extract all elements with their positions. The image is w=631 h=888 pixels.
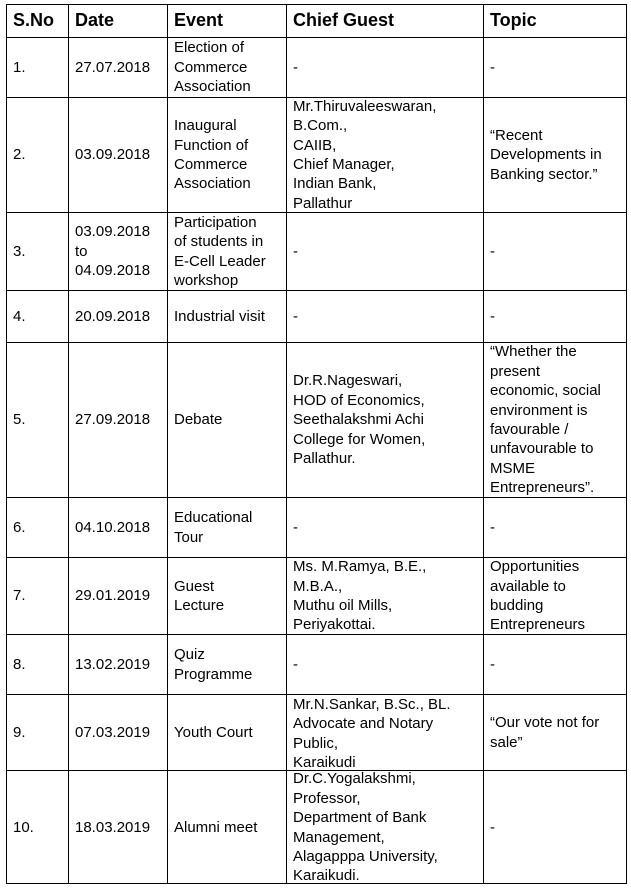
cell-event — [168, 498, 286, 557]
cell-sno-text: 4. — [13, 307, 26, 325]
cell-chief-guest-text: Mr.Thiruvaleeswaran, B.Com., CAIIB, Chief Manager, Indian Bank, Pallathur — [293, 98, 437, 212]
cell-date — [69, 695, 167, 770]
cell-sno — [7, 695, 68, 770]
header-chief-guest: Chief Guest — [293, 10, 395, 30]
cell-chief-guest — [287, 343, 483, 497]
cell-topic-text: “Recent Developments in Banking sector.” — [490, 126, 602, 183]
cell-sno-text: 2. — [13, 146, 26, 164]
cell-date — [69, 38, 167, 97]
cell-topic-text: “Our vote not for sale” — [490, 714, 600, 751]
cell-sno — [7, 771, 68, 884]
cell-sno — [7, 38, 68, 97]
cell-chief-guest-text: Ms. M.Ramya, B.E., M.B.A., Muthu oil Mills, Periyakottai. — [293, 558, 427, 634]
cell-event — [168, 771, 286, 884]
cell-topic — [484, 558, 627, 634]
cell-date — [69, 498, 167, 557]
cell-event — [168, 343, 286, 497]
cell-event-text: Election of Commerce Association — [174, 39, 251, 96]
cell-sno-text: 7. — [13, 587, 26, 605]
cell-chief-guest-text: Mr.N.Sankar, B.Sc., BL. Advocate and Notary Public, Karaikudi — [293, 696, 451, 770]
cell-event — [168, 695, 286, 770]
cell-event-text: Debate — [174, 411, 223, 429]
cell-topic — [484, 498, 627, 557]
cell-chief-guest — [287, 98, 483, 212]
cell-sno — [7, 291, 68, 342]
cell-chief-guest — [287, 695, 483, 770]
cell-topic — [484, 98, 627, 212]
cell-date-text: 13.02.2019 — [75, 655, 151, 673]
cell-event-text: Industrial visit — [174, 307, 265, 325]
cell-event — [168, 98, 286, 212]
cell-chief-guest-text: - — [293, 242, 298, 260]
cell-chief-guest — [287, 291, 483, 342]
cell-date — [69, 213, 167, 290]
cell-chief-guest-text: Dr.C.Yogalakshmi, Professor, Department of Bank Management, Alagapppa University, Karaikudi. — [293, 771, 438, 884]
cell-chief-guest-text: Dr.R.Nageswari, HOD of Economics, Seethalakshmi Achi College for Women, Pallathur. — [293, 372, 426, 468]
cell-date-text: 29.01.2019 — [75, 587, 151, 605]
cell-chief-guest — [287, 635, 483, 694]
header-sno: S.No — [13, 10, 55, 30]
cell-sno-text: 5. — [13, 411, 26, 429]
cell-chief-guest — [287, 771, 483, 884]
cell-topic — [484, 343, 627, 497]
cell-chief-guest — [287, 38, 483, 97]
cell-topic-text: - — [490, 58, 495, 76]
cell-date — [69, 635, 167, 694]
cell-sno-text: 3. — [13, 242, 26, 260]
cell-sno — [7, 343, 68, 497]
cell-topic — [484, 38, 627, 97]
cell-chief-guest — [287, 498, 483, 557]
cell-event-text: Youth Court — [174, 723, 253, 741]
cell-topic-text: - — [490, 307, 495, 325]
cell-sno-text: 9. — [13, 723, 26, 741]
cell-topic — [484, 213, 627, 290]
cell-date — [69, 771, 167, 884]
cell-event-text: Educational Tour — [174, 509, 253, 546]
cell-topic — [484, 291, 627, 342]
cell-event — [168, 635, 286, 694]
cell-date — [69, 558, 167, 634]
cell-topic-text: “Whether the present economic, social environment is favourable / unfavourable to MSME Entrepreneurs”. — [490, 343, 601, 497]
cell-date — [69, 291, 167, 342]
cell-event-text: Participation of students in E-Cell Leader workshop — [174, 213, 266, 289]
cell-topic — [484, 771, 627, 884]
cell-topic — [484, 695, 627, 770]
cell-topic-text: - — [490, 242, 495, 260]
cell-topic-text: - — [490, 818, 495, 836]
cell-topic — [484, 635, 627, 694]
cell-event — [168, 558, 286, 634]
cell-chief-guest-text: - — [293, 58, 298, 76]
cell-topic-text: Opportunities available to budding Entrepreneurs — [490, 558, 586, 634]
cell-date — [69, 343, 167, 497]
cell-date-text: 20.09.2018 — [75, 307, 151, 325]
cell-event — [168, 213, 286, 290]
cell-date-text: 03.09.2018 to 04.09.2018 — [75, 223, 151, 280]
cell-sno — [7, 635, 68, 694]
cell-event-text: Quiz Programme — [174, 646, 253, 683]
cell-date-text: 04.10.2018 — [75, 518, 151, 536]
cell-date-text: 18.03.2019 — [75, 818, 151, 836]
cell-chief-guest-text: - — [293, 655, 298, 673]
cell-sno — [7, 558, 68, 634]
header-topic: Topic — [490, 10, 537, 30]
cell-chief-guest — [287, 558, 483, 634]
cell-sno — [7, 213, 68, 290]
cell-topic-text: - — [490, 518, 495, 536]
cell-event-text: Alumni meet — [174, 818, 258, 836]
cell-event-text: Inaugural Function of Commerce Association — [174, 117, 251, 193]
cell-date-text: 27.09.2018 — [75, 411, 151, 429]
cell-sno-text: 10. — [13, 818, 34, 836]
cell-sno-text: 8. — [13, 655, 26, 673]
cell-date-text: 27.07.2018 — [75, 58, 151, 76]
cell-topic-text: - — [490, 655, 495, 673]
cell-date — [69, 98, 167, 212]
cell-event — [168, 291, 286, 342]
cell-event-text: Guest Lecture — [174, 577, 225, 614]
cell-chief-guest — [287, 213, 483, 290]
cell-date-text: 07.03.2019 — [75, 723, 151, 741]
cell-chief-guest-text: - — [293, 307, 298, 325]
cell-sno-text: 6. — [13, 518, 26, 536]
header-event: Event — [174, 10, 224, 30]
cell-date-text: 03.09.2018 — [75, 146, 151, 164]
header-date: Date — [75, 10, 115, 30]
cell-sno — [7, 98, 68, 212]
cell-chief-guest-text: - — [293, 518, 298, 536]
cell-event — [168, 38, 286, 97]
cell-sno-text: 1. — [13, 58, 26, 76]
cell-sno — [7, 498, 68, 557]
events-table — [6, 4, 627, 884]
